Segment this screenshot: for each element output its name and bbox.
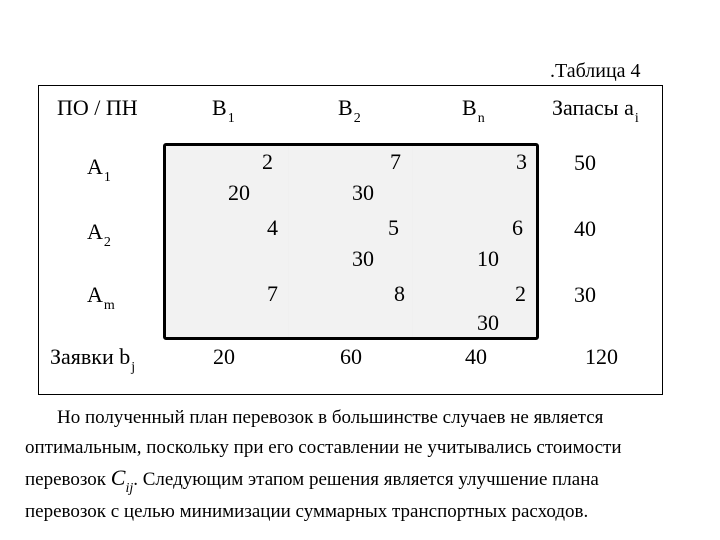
row-label-a2: $A_2$: [87, 219, 111, 250]
cost-cell: 4: [267, 215, 278, 240]
allocation-cell: 20: [228, 180, 250, 205]
allocation-cell: 30: [352, 246, 374, 271]
supply-value: 30: [574, 282, 596, 307]
allocation-cell: 30: [477, 310, 499, 335]
header-bn: $B_n$: [462, 95, 485, 126]
cost-cell: 3: [516, 149, 527, 174]
supply-value: 40: [574, 216, 596, 241]
demand-label: Заявки $b_j$: [50, 344, 136, 375]
paragraph-line: оптимальным, поскольку при его составлении не учитывались стоимости: [25, 437, 622, 458]
header-corner: ПО / ПН: [57, 95, 138, 120]
cost-cell: 8: [394, 281, 405, 306]
body-paragraph: [25, 403, 695, 527]
cost-cell: 6: [512, 215, 523, 240]
row-label-am: $A_m$: [87, 282, 115, 313]
cost-cell: 7: [267, 281, 278, 306]
grand-total: 120: [585, 344, 618, 369]
cost-cell: 5: [388, 215, 399, 240]
demand-value: 20: [213, 344, 235, 369]
cost-cell: 7: [390, 149, 401, 174]
supply-value: 50: [574, 150, 596, 175]
paragraph-line: перевозок $C_{ij}$. Следующим этапом решения является улучшение плана: [25, 465, 599, 496]
table-caption: .Таблица 4: [550, 60, 641, 82]
header-b2: $B_2$: [338, 95, 361, 126]
cost-cell: 2: [515, 281, 526, 306]
paragraph-line: перевозок с целью минимизации суммарных транспортных расходов.: [25, 501, 589, 522]
demand-value: 40: [465, 344, 487, 369]
demand-value: 60: [340, 344, 362, 369]
header-b1: $B_1$: [212, 95, 235, 126]
allocation-cell: 30: [352, 180, 374, 205]
allocation-cell: 10: [477, 246, 499, 271]
cost-cell: 2: [262, 149, 273, 174]
paragraph-line: Но полученный план перевозок в большинстве случаев не является: [57, 407, 604, 428]
cost-symbol: C: [110, 465, 126, 490]
row-label-a1: $A_1$: [87, 154, 111, 185]
header-supply: Запасы $a_i$: [552, 95, 639, 126]
